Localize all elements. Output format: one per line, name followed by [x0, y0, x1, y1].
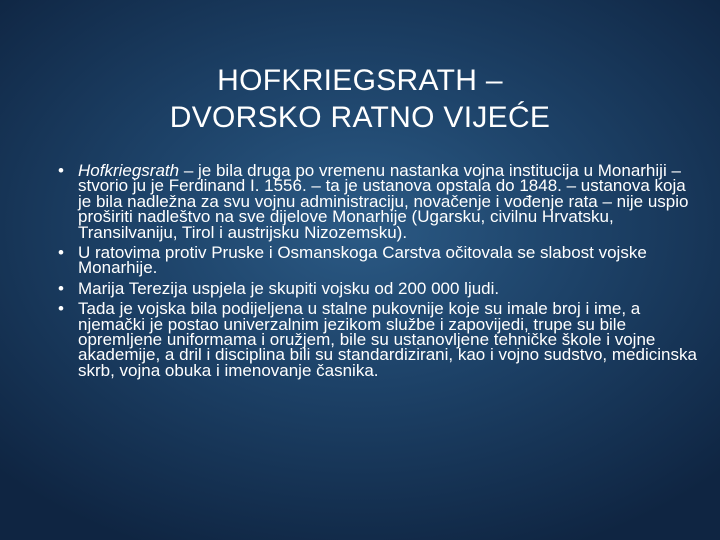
- bullet-item-1: [58, 163, 698, 240]
- bullet-list: [58, 163, 698, 383]
- bullet-2-text: U ratovima protiv Pruske i Osmanskoga Carstva očitovala se slabost vojske Monarhije.: [78, 243, 647, 278]
- bullet-item-2: [58, 245, 698, 276]
- bullet-3-text: Marija Terezija uspjela je skupiti vojsku od 200 000 ljudi.: [78, 278, 500, 298]
- bullet-4-text: Tada je vojska bila podijeljena u stalne pukovnije koje su imale broj i ime, a njemački je postao univerzalnim jezikom službe i zapovijedi, trupe su bile opremljene uniformama i oružjem, bile su ustanovljene tehničke škole i vojne akademije, a dril i disciplina bili su standardizirani, kao i vojno sudstvo, medicinska skrb, vojna obuka i imenovanje časnika.: [78, 299, 697, 380]
- bullet-icon: •: [58, 243, 64, 263]
- slide-title: [60, 62, 660, 136]
- title-line-1: HOFKRIEGSRATH –: [217, 64, 503, 97]
- bullet-item-3: [58, 278, 698, 298]
- bullet-1-text: – je bila druga po vremenu nastanka vojna institucija u Monarhiji – stvorio ju je Ferdinand I. 1556. – ta je ustanova opstala do 1848. – ustanova koja je bila nadležna za svu vojnu administraciju, novačenje i vođenje rata – nije uspio proširiti nadleštvo na sve dijelove Monarhije (Ugarsku, civilnu Hrvatsku, Transilvaniju, Tirol i austrijsku Nizozemsku).: [78, 161, 689, 242]
- title-line-2: DVORSKO RATNO VIJEĆE: [169, 101, 551, 134]
- bullet-icon: •: [58, 299, 64, 319]
- bullet-icon: •: [58, 278, 64, 298]
- bullet-item-4: [58, 301, 698, 378]
- bullet-1-emphasis: Hofkriegsrath: [78, 161, 180, 180]
- bullet-icon: •: [58, 161, 64, 180]
